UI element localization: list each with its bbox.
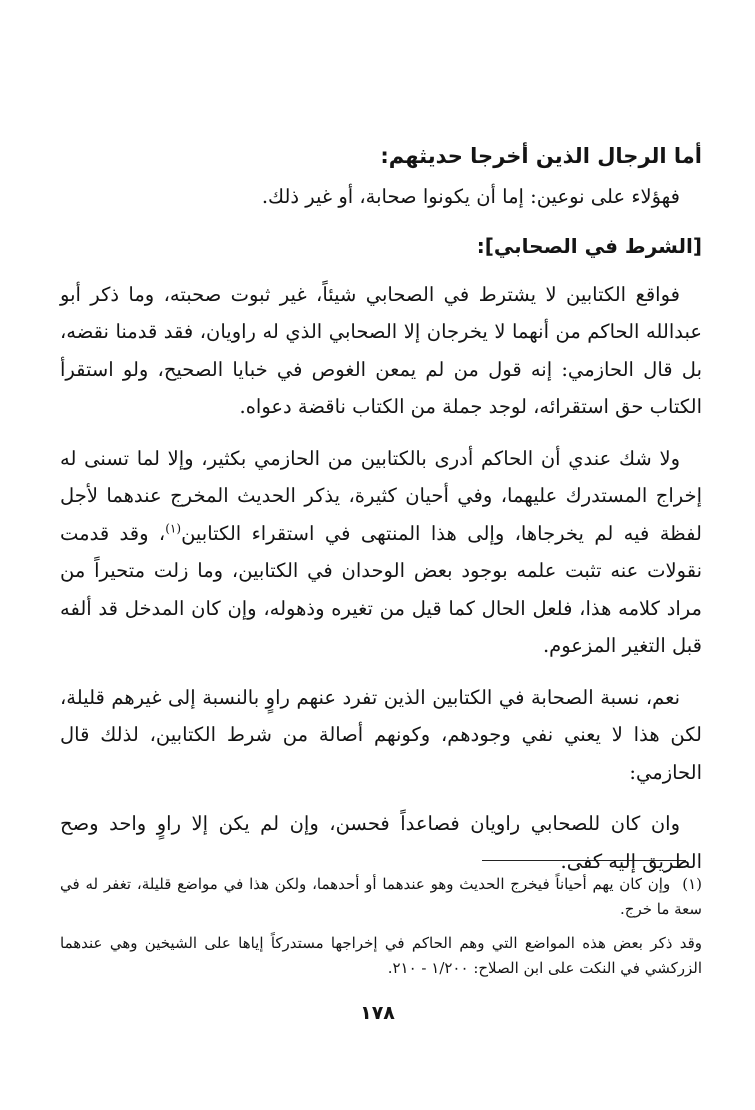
- intro-paragraph: فهؤلاء على نوعين: إما أن يكونوا صحابة، أو غير ذلك.: [261, 185, 680, 208]
- paragraph-2-text-start: ولا شك عندي أن الحاكم أدرى بالكتابين من الحازمي بكثير، وإلا لما تسنى له إخراج المستدرك عليهما، وفي أحيان كثيرة، يذكر الحديث المخرج عندهما لأجل لفظة فيه لم يخرجاها، وإلى هذا المنتهى في استقراء الكتابين: [60, 446, 702, 545]
- quote-paragraph: وان كان للصحابي راويان فصاعداً فحسن، وإن لم يكن إلا راوٍ واحد وصح الطريق إليه كفى.: [60, 812, 702, 873]
- footnote-1-text: وإن كان يهم أحياناً فيخرج الحديث وهو عندهما أو أحدهما، ولكن هذا في مواضع قليلة، تغفر له في سعة ما خرج.: [60, 875, 702, 918]
- subsection-heading: [الشرط في الصحابي]:: [476, 233, 702, 258]
- footnote-1: [60, 872, 702, 922]
- section-heading: أما الرجال الذين أخرجا حديثهم:: [380, 144, 702, 168]
- paragraph-1: فواقع الكتابين لا يشترط في الصحابي شيئاً، غير ثبوت صحبته، وما ذكر أبو عبدالله الحاكم من أنهما لا يخرجان إلا الصحابي الذي له راويان، فقد قدمنا نقضه، بل قال الحازمي: إنه قول من لم يمعن الغوص في خبايا الصحيح، ولو استقرأ الكتاب حق استقرائه، لوجد جملة من الكتاب ناقضة دعواه.: [60, 282, 702, 418]
- footnote-separator: [482, 860, 686, 861]
- page-number: ١٧٨: [360, 1002, 395, 1024]
- footnote-reference: (١): [165, 521, 182, 535]
- footnote-1-continuation: وقد ذكر بعض هذه المواضع التي وهم الحاكم في إخراجها مستدركاً إياها على الشيخين وهي عندهما الزركشي في النكت على ابن الصلاح: ١/٢٠٠ - ٢١٠.: [60, 934, 702, 977]
- paragraph-2-text-end: ، وقد قدمت نقولات عنه تثبت علمه بوجود بعض الوحدان في الكتابين، وما زلت متحيراً من مراد كلامه هذا، فلعل الحال كما قيل من تغيره وذهوله، وإن كان المدخل قد ألفه قبل التغير المزعوم.: [60, 521, 702, 657]
- page-body: [60, 138, 702, 880]
- footnotes: [60, 872, 702, 990]
- paragraph-2: [60, 440, 702, 665]
- footnote-number: (١): [682, 875, 702, 893]
- paragraph-3: نعم، نسبة الصحابة في الكتابين الذين تفرد عنهم راوٍ بالنسبة إلى غيرهم قليلة، لكن هذا لا يعني نفي وجودهم، وكونهم أصالة من شرط الكتابين، لذلك قال الحازمي:: [60, 685, 702, 784]
